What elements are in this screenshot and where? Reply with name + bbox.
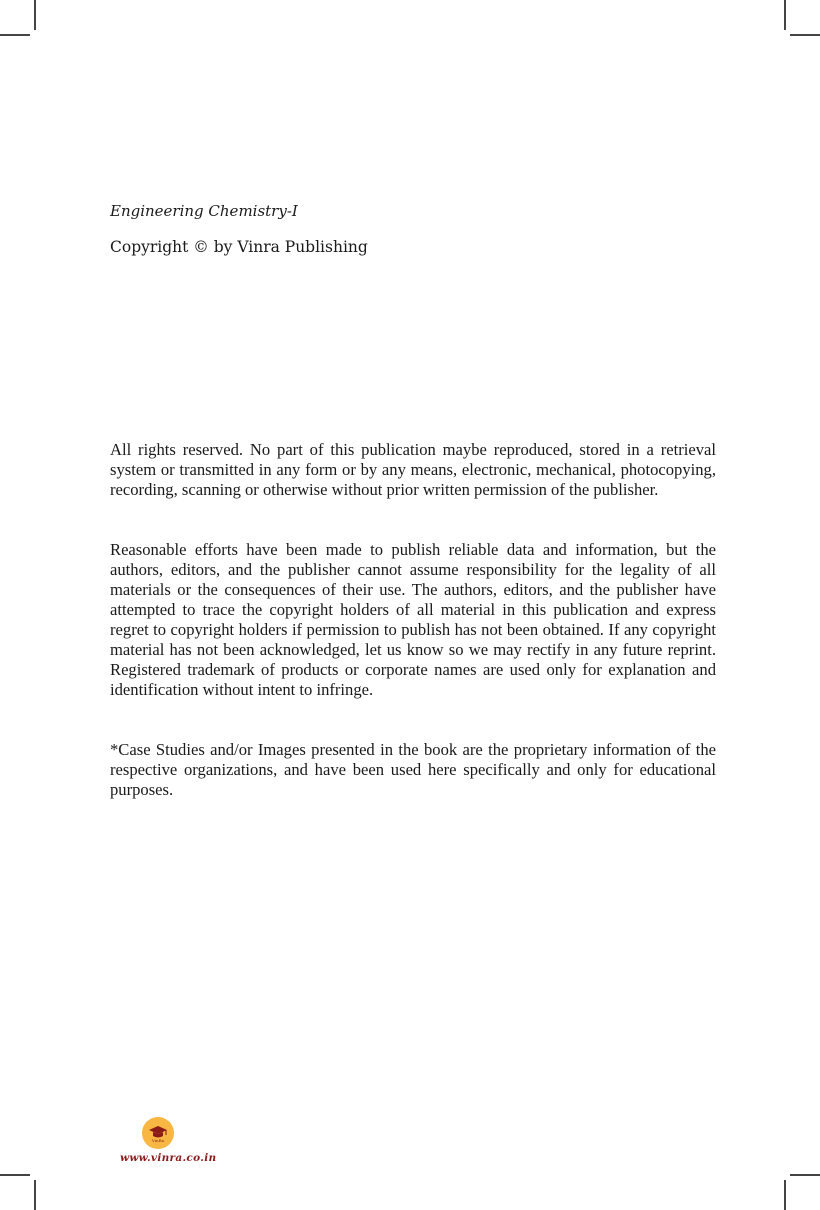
crop-mark-top-right-vertical — [784, 0, 786, 30]
crop-mark-bottom-left-vertical — [34, 1180, 36, 1210]
case-studies-paragraph: *Case Studies and/or Images presented in the book are the proprietary information of the respective organizations, and have been used here specifically and only for educational purposes. — [110, 740, 716, 799]
crop-mark-top-left-horizontal — [0, 34, 30, 36]
crop-mark-top-right-horizontal — [790, 34, 820, 36]
svg-text:VinRa: VinRa — [151, 1138, 165, 1143]
crop-mark-bottom-right-horizontal — [790, 1174, 820, 1176]
disclaimer-paragraph: Reasonable efforts have been made to publish reliable data and information, but the authors, editors, and the publisher cannot assume responsibility for the legality of all materials or the consequences of their use. The authors, editors, and the publisher have attempted to trace the copyright holders of all material in this publication and express regret to copyright holders if permission to publish has not been obtained. If any copyright material has not been acknowledged, let us know so we may rectify in any future reprint. Registered trademark of products or corporate names are used only for explanation and identification without intent to infringe. — [110, 540, 716, 699]
publisher-url[interactable]: www.vinra.co.in — [120, 1152, 217, 1164]
rights-paragraph: All rights reserved. No part of this publication maybe reproduced, stored in a retrieval system or transmitted in any form or by any means, electronic, mechanical, photocopying, recording, scanning or otherwise without prior written permission of the publisher. — [110, 440, 716, 499]
graduation-cap-icon — [147, 1122, 169, 1144]
book-title: Engineering Chemistry-I — [110, 202, 298, 220]
crop-mark-bottom-left-horizontal — [0, 1174, 30, 1176]
copyright-line: Copyright © by Vinra Publishing — [110, 238, 368, 256]
crop-mark-bottom-right-vertical — [784, 1180, 786, 1210]
publisher-logo — [142, 1117, 174, 1149]
crop-mark-top-left-vertical — [34, 0, 36, 30]
